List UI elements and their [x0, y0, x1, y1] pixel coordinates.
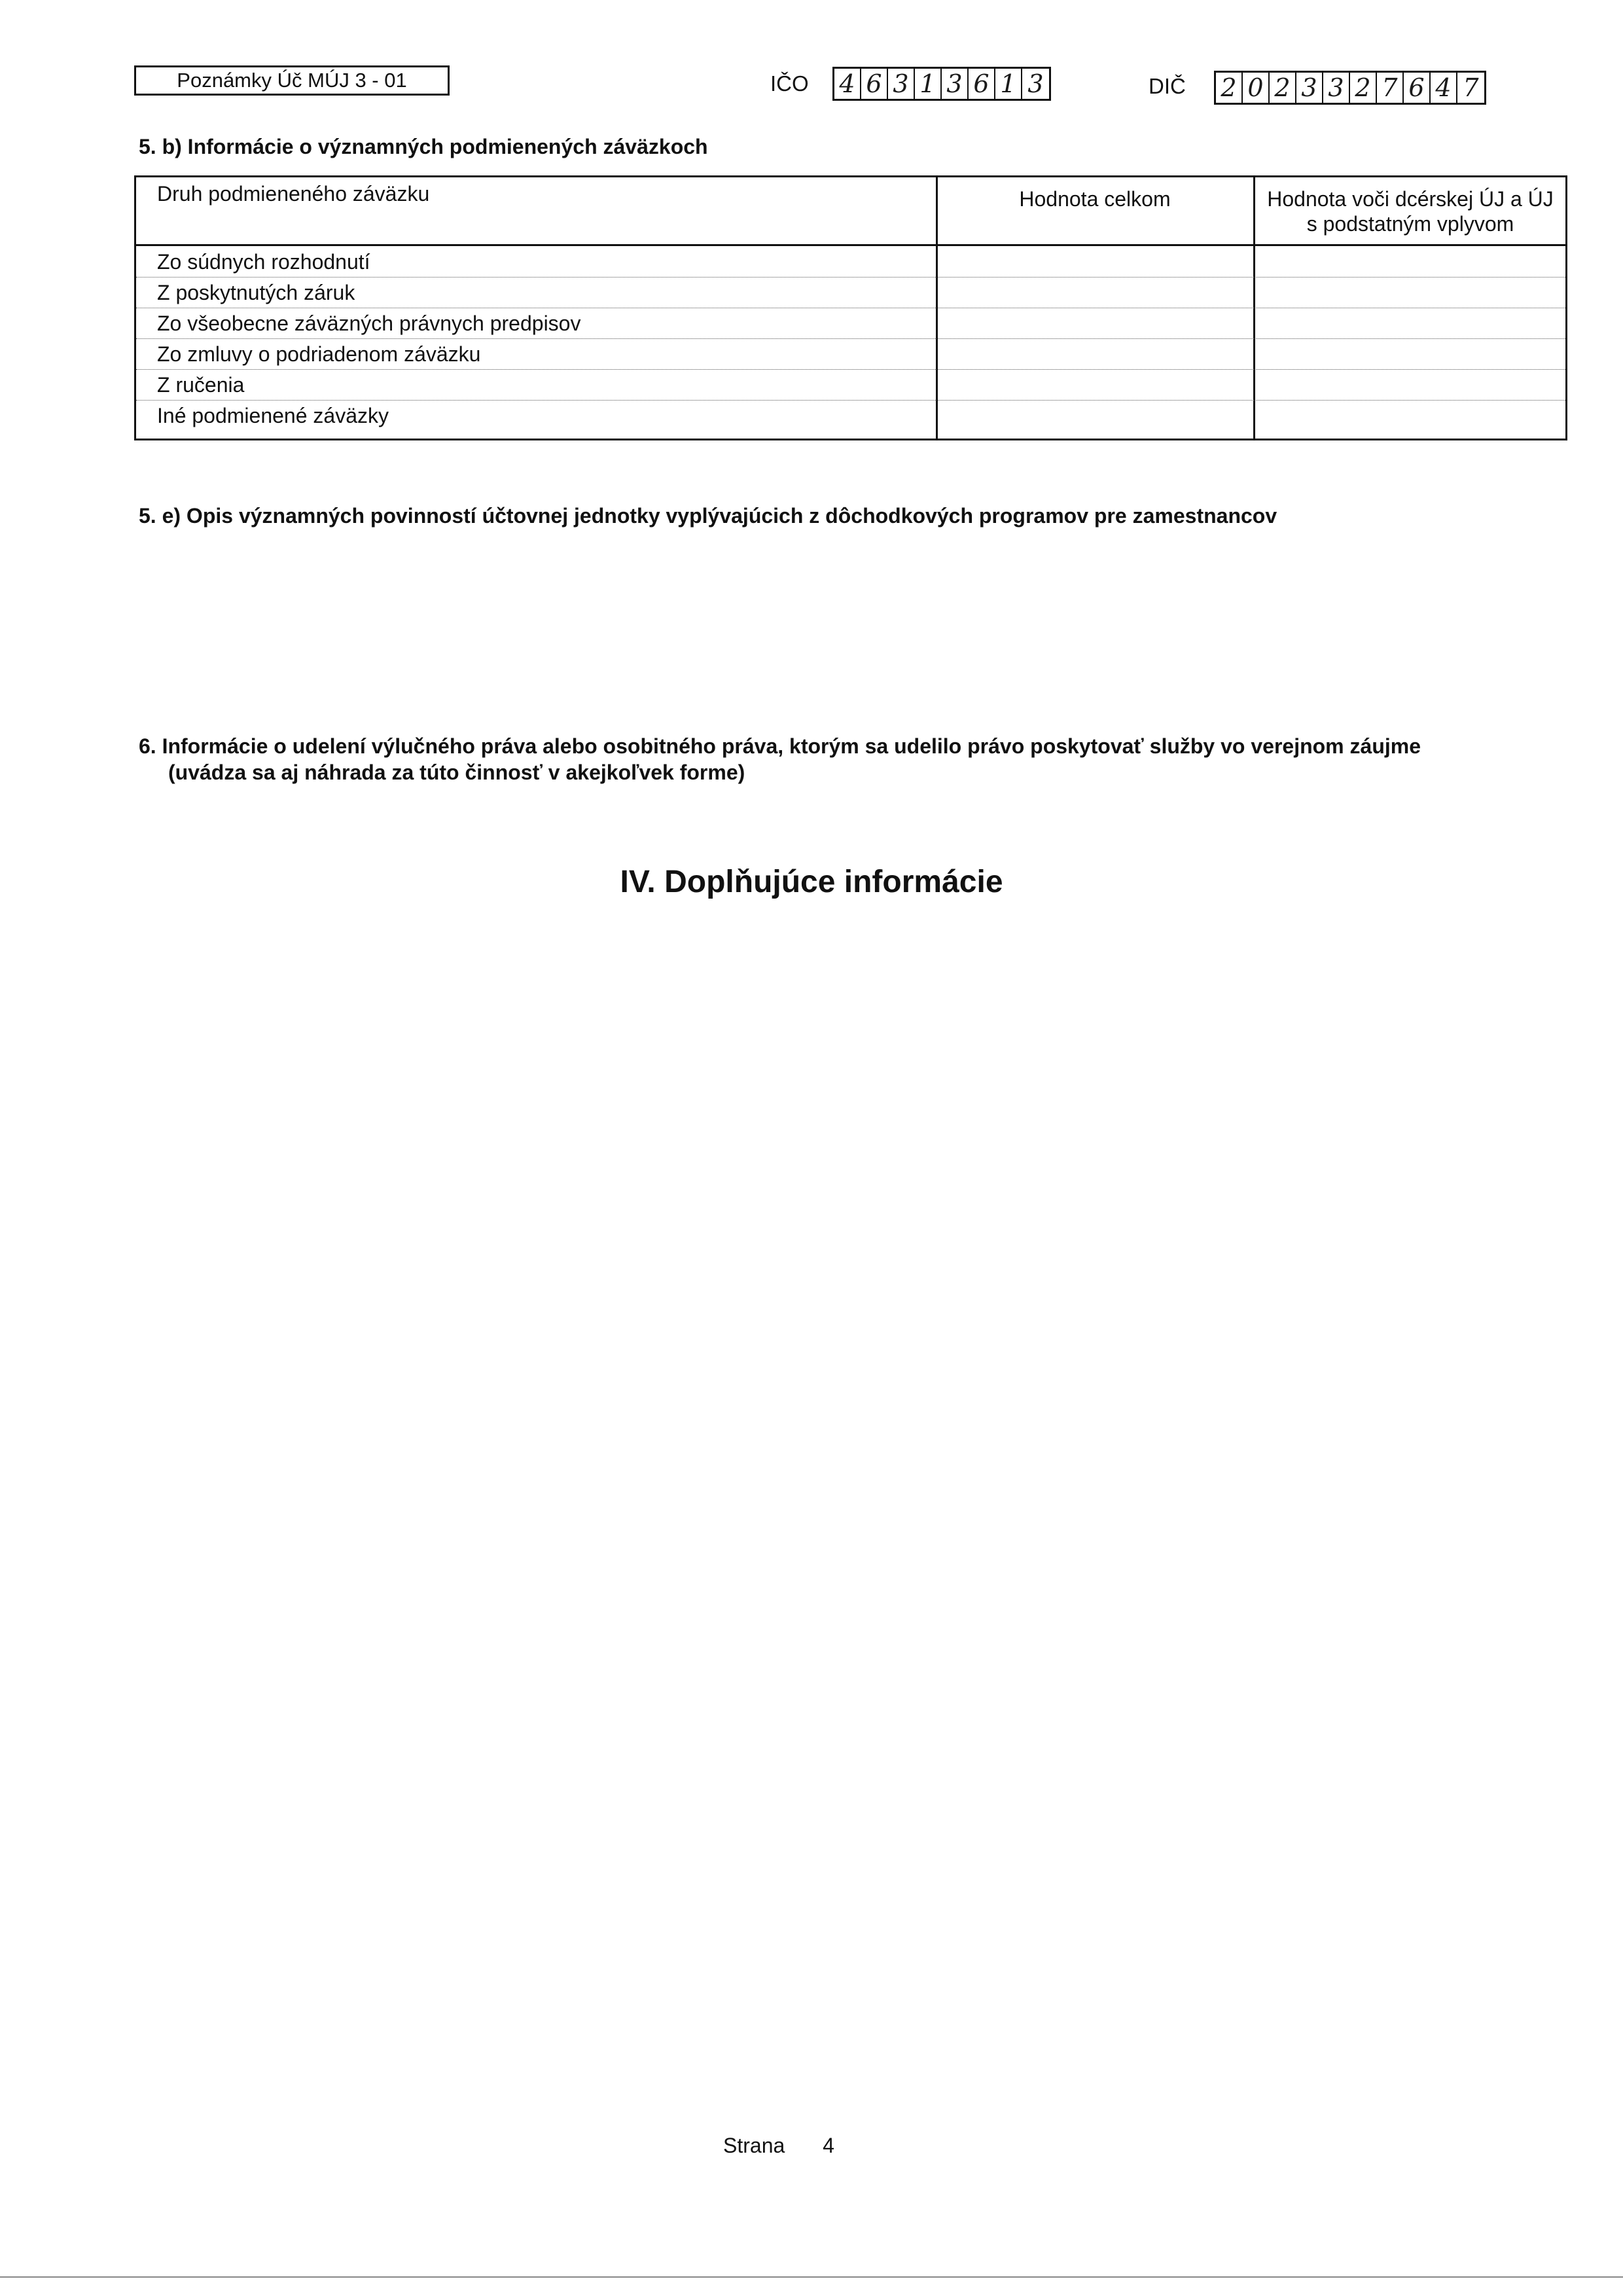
page-footer: [723, 2132, 834, 2159]
dic-digit[interactable]: 4: [1431, 73, 1457, 103]
dic-digit[interactable]: 3: [1323, 73, 1350, 103]
dic-digit[interactable]: 7: [1463, 73, 1479, 102]
table-header: [136, 177, 1565, 246]
column-header-subsidiary: [1257, 187, 1564, 236]
ico-digit-boxes[interactable]: [832, 67, 1051, 101]
ico-digit[interactable]: 1: [995, 69, 1022, 99]
row-label: Z ručenia: [157, 373, 245, 397]
dic-label: DIČ: [1149, 74, 1186, 98]
section-5e-title: 5. e) Opis významných povinností účtovnej jednotky vyplývajúcich z dôchodkových programov pre zamestnancov: [139, 504, 1277, 528]
ico-digit[interactable]: 6: [969, 69, 995, 99]
dic-digit[interactable]: 0: [1243, 73, 1270, 103]
table-row: [136, 369, 1565, 401]
row-label: Zo zmluvy o podriadenom záväzku: [157, 342, 481, 366]
dic-digit[interactable]: 7: [1377, 73, 1404, 103]
table-row: [136, 277, 1565, 308]
form-label-box: [134, 65, 450, 96]
table-row: [136, 246, 1565, 278]
dic-digit[interactable]: 2: [1270, 73, 1296, 103]
ico-digit[interactable]: 4: [834, 69, 861, 99]
ico-label: IČO: [770, 71, 809, 96]
page-bottom-edge: [0, 2276, 1623, 2278]
column-header-subsidiary-line2: s podstatným vplyvom: [1306, 212, 1514, 236]
column-header-total: Hodnota celkom: [1019, 187, 1171, 211]
dic-digit[interactable]: 2: [1216, 73, 1243, 103]
ico-digit[interactable]: 3: [942, 69, 969, 99]
column-header-subsidiary-line1: Hodnota voči dcérskej ÚJ a ÚJ: [1267, 187, 1554, 211]
ico-digit[interactable]: 3: [1027, 69, 1044, 98]
row-label: Zo všeobecne záväzných právnych predpisov: [157, 312, 581, 335]
form-label: Poznámky Úč MÚJ 3 - 01: [177, 69, 407, 92]
ico-digit[interactable]: 3: [888, 69, 915, 99]
section-6-title: [139, 733, 1421, 785]
section-5b-title: 5. b) Informácie o významných podmienených záväzkoch: [139, 135, 708, 158]
ico-digit[interactable]: 6: [861, 69, 888, 99]
contingent-liabilities-table: [134, 175, 1567, 440]
table-row: [136, 308, 1565, 339]
section-6-title-line1: 6. Informácie o udelení výlučného práva alebo osobitného práva, ktorým sa udelilo právo poskytovať služby vo verejnom záujme: [139, 734, 1421, 758]
row-label: Z poskytnutých záruk: [157, 281, 355, 304]
dic-digit[interactable]: 2: [1350, 73, 1377, 103]
table-row: [136, 400, 1565, 431]
dic-digit[interactable]: 3: [1296, 73, 1323, 103]
section-iv-heading: IV. Doplňujúce informácie: [620, 865, 1003, 899]
page-label: Strana: [723, 2134, 785, 2157]
dic-digit[interactable]: 6: [1404, 73, 1431, 103]
row-label: Zo súdnych rozhodnutí: [157, 250, 370, 274]
column-header-type: Druh podmieneného záväzku: [157, 182, 430, 206]
row-label: Iné podmienené záväzky: [157, 404, 389, 427]
ico-digit[interactable]: 1: [915, 69, 942, 99]
page-number: 4: [823, 2134, 834, 2157]
table-row: [136, 338, 1565, 370]
section-6-title-line2: (uvádza sa aj náhrada za túto činnosť v akejkoľvek forme): [168, 761, 745, 784]
dic-digit-boxes[interactable]: [1214, 71, 1486, 105]
